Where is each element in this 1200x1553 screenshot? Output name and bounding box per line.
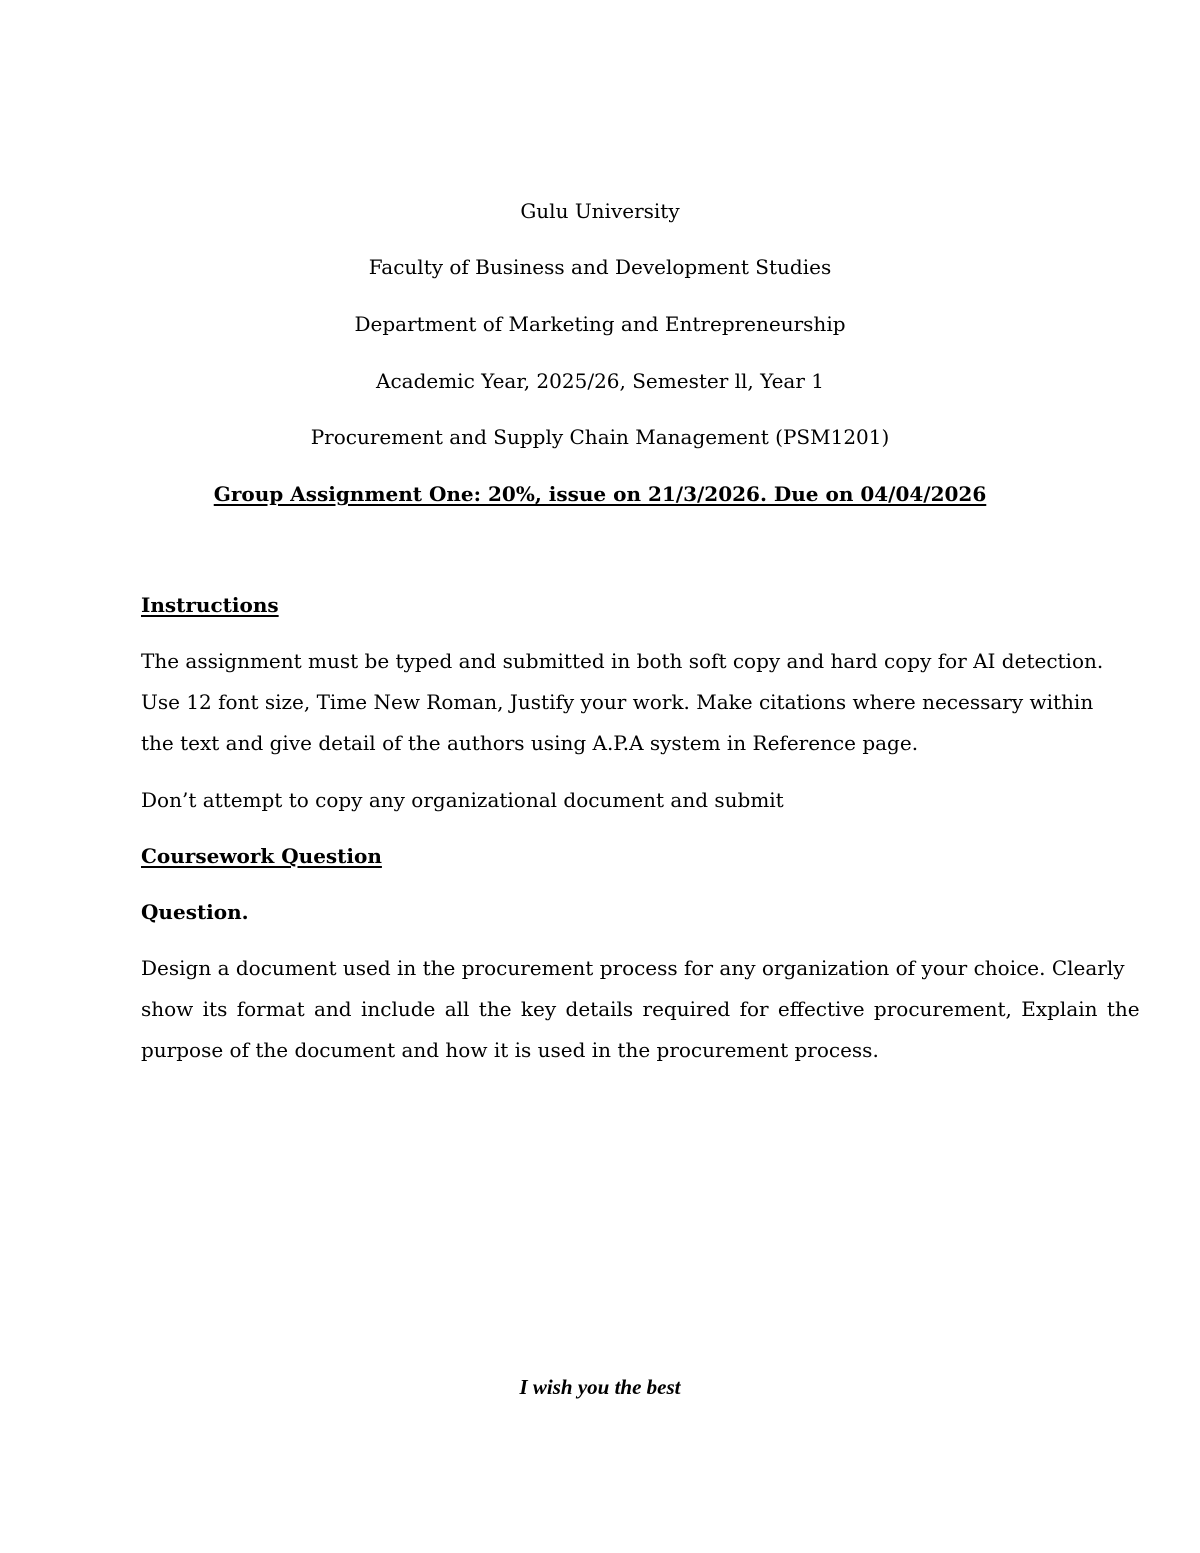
question-line: purpose of the document and how it is used in the procurement process. — [141, 1038, 879, 1062]
question-line: show its format and include all the key details required for effective procurement, Explain the — [141, 997, 1140, 1021]
instructions-line: Use 12 font size, Time New Roman, Justify your work. Make citations where necessary within — [141, 690, 1094, 714]
instructions-line: The assignment must be typed and submitted in both soft copy and hard copy for AI detection. — [141, 649, 1104, 673]
university-name: Gulu University — [520, 199, 680, 223]
department-name: Department of Marketing and Entrepreneurship — [354, 312, 846, 336]
course-title: Procurement and Supply Chain Management (PSM1201) — [310, 425, 890, 449]
question-paragraph — [141, 948, 1140, 1071]
question-label: Question. — [141, 900, 249, 924]
closing-remark: I wish you the best — [519, 1375, 681, 1399]
faculty-name: Faculty of Business and Development Studies — [368, 255, 832, 279]
instructions-note: Don’t attempt to copy any organizational document and submit — [141, 788, 784, 812]
instructions-heading: Instructions — [141, 593, 279, 617]
instructions-line: the text and give detail of the authors using A.P.A system in Reference page. — [141, 731, 919, 755]
instructions-paragraph — [141, 641, 1104, 764]
academic-year-line: Academic Year, 2025/26, Semester ll, Year 1 — [376, 369, 824, 393]
coursework-heading: Coursework Question — [141, 844, 382, 868]
assignment-title: Group Assignment One: 20%, issue on 21/3/2026. Due on 04/04/2026 — [213, 482, 987, 506]
question-line: Design a document used in the procurement process for any organization of your choice. Clearly — [141, 956, 1125, 980]
